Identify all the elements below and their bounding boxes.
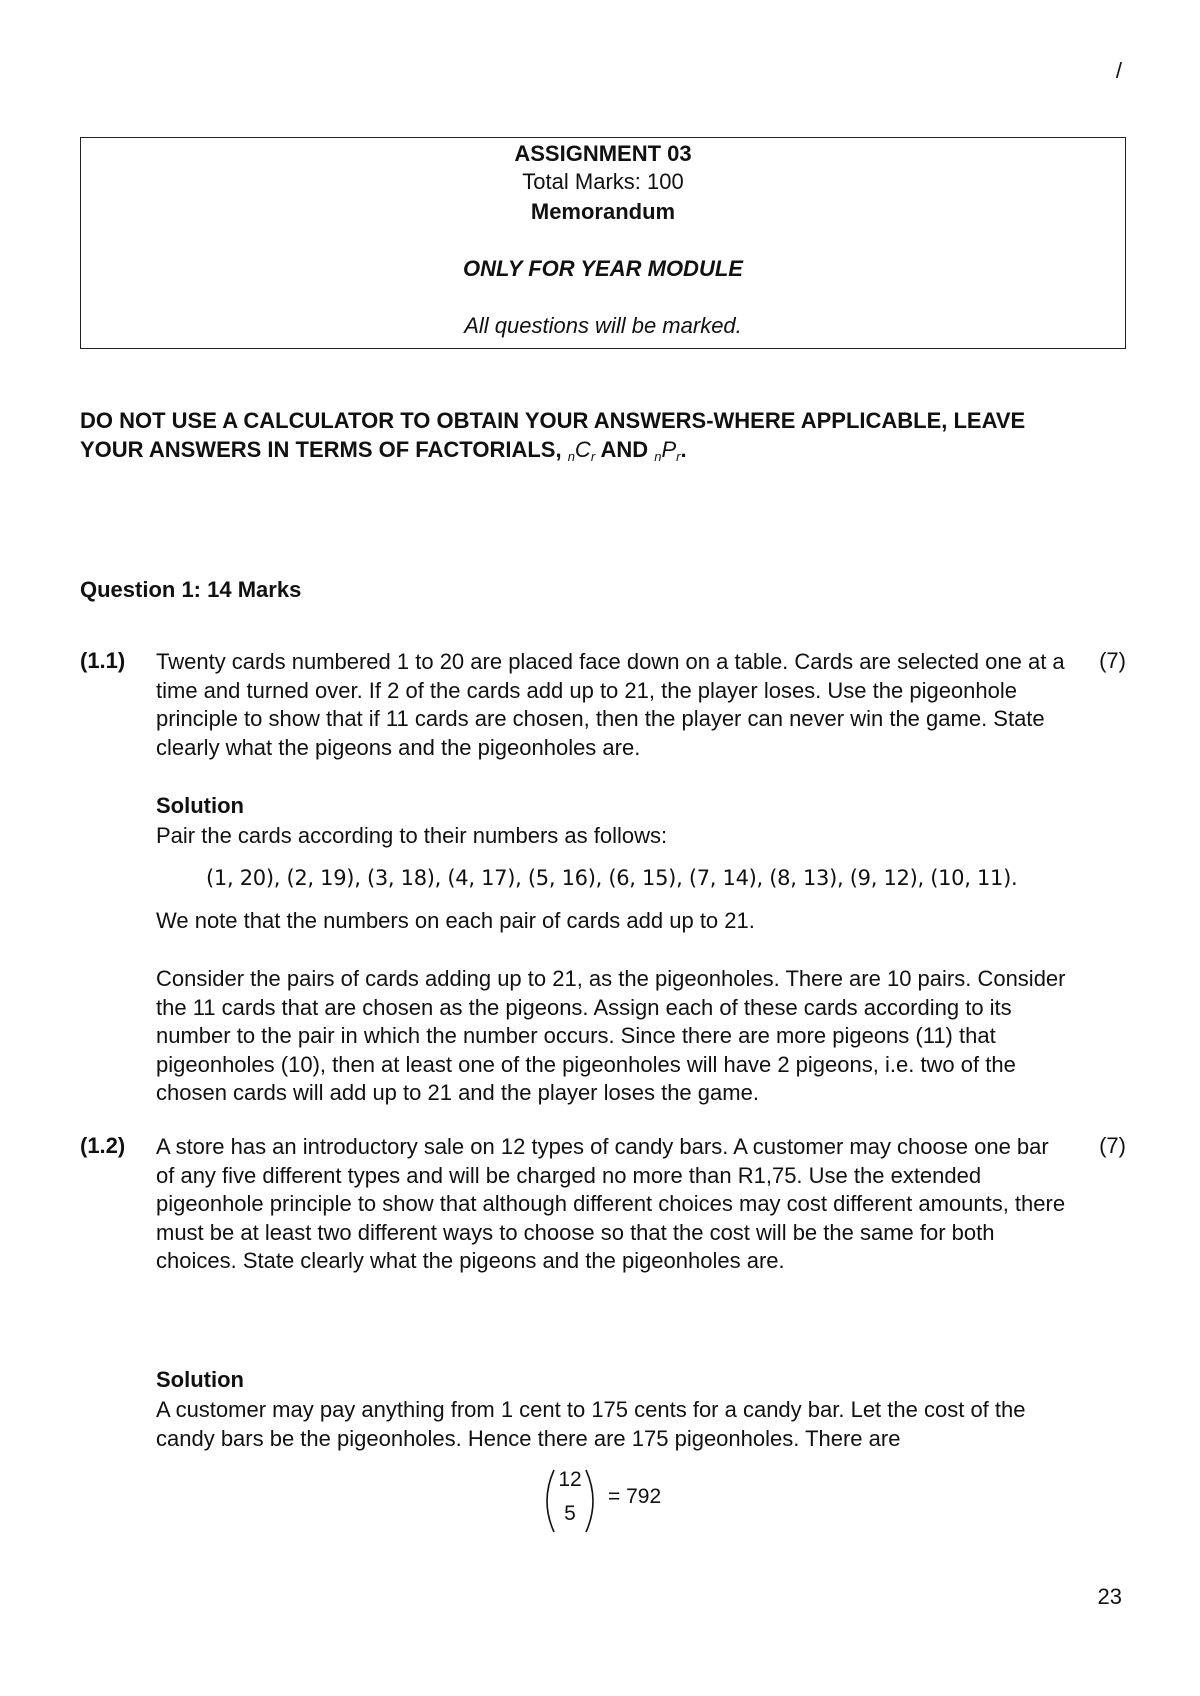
- binomial-result: = 792: [608, 1485, 662, 1508]
- total-marks: Total Marks: 100: [522, 169, 684, 194]
- question-1-1-number: (1.1): [80, 648, 126, 673]
- solution-1-1-intro: Pair the cards according to their numbers as follows:: [156, 823, 668, 848]
- warning-end: .: [680, 437, 687, 462]
- assignment-header-box: [80, 137, 1126, 349]
- binomial-top: 12: [558, 1468, 582, 1491]
- card-pairs-list: (1, 20), (2, 19), (3, 18), (4, 17), (5, 16), (6, 15), (7, 14), (8, 13), (9, 12), (10, 11).: [206, 866, 1018, 890]
- binomial-bottom: 5: [564, 1502, 576, 1525]
- npr-sub-r: r: [676, 449, 681, 464]
- question-1-1-marks: (7): [1099, 648, 1126, 673]
- solution-1-2-heading: Solution: [156, 1367, 244, 1392]
- question-1-2-marks: (7): [1099, 1133, 1126, 1158]
- solution-1-1-note: We note that the numbers on each pair of cards add up to 21.: [156, 908, 755, 933]
- ncr-symbol: C: [574, 437, 591, 462]
- npr-symbol: P: [661, 437, 677, 462]
- solution-1-2-body: A customer may pay anything from 1 cent to 175 cents for a candy bar. Let the cost of the candy bars be the pigeonholes. Hence there are 175 pigeonholes. There are: [156, 1397, 1026, 1451]
- question-1-2-number: (1.2): [80, 1133, 126, 1158]
- memorandum-label: Memorandum: [530, 199, 676, 224]
- page-marker: /: [1115, 58, 1122, 83]
- calculator-warning: [80, 406, 1140, 471]
- ncr-sub-r: r: [590, 449, 596, 464]
- warning-line-2-text: YOUR ANSWERS IN TERMS OF FACTORIALS,: [80, 437, 568, 462]
- solution-1-1-body: Consider the pairs of cards adding up to 21, as the pigeonholes. There are 10 pairs. Consider the 11 cards that are chosen as the pigeons. Assign each of these cards according to its number to the pair in which the number occurs. Since there are more pigeons (11) that pigeonholes (10), then at least one of the pigeonholes will have 2 pigeons, i.e. two of the chosen cards will add up to 21 and the player loses the game.: [156, 966, 1066, 1105]
- warning-line-1: DO NOT USE A CALCULATOR TO OBTAIN YOUR ANSWERS-WHERE APPLICABLE, LEAVE: [80, 408, 1026, 433]
- marking-note: All questions will be marked.: [464, 313, 742, 338]
- npr-sub-n: n: [654, 449, 662, 464]
- question-1-1-text: Twenty cards numbered 1 to 20 are placed face down on a table. Cards are selected one at a time and turned over. If 2 of the cards add up to 21, the player loses. Use the pigeonhole principle to show that if 11 cards are chosen, then the player can never win the game. State clearly what the pigeons and the pigeonholes are.: [156, 649, 1065, 760]
- module-note: ONLY FOR YEAR MODULE: [463, 256, 743, 281]
- warning-line-2: [80, 435, 1140, 471]
- and-text: AND: [595, 437, 655, 462]
- question-1-heading: Question 1: 14 Marks: [80, 577, 302, 602]
- solution-1-1-heading: Solution: [156, 793, 244, 818]
- binomial-coefficient: [540, 1468, 680, 1534]
- question-1-2-text: A store has an introductory sale on 12 types of candy bars. A customer may choose one bar of any five different types and will be charged no more than R1,75. Use the extended pigeonhole principle to show that although different choices may cost different amounts, there must be at least two different ways to choose so that the cost will be the same for both choices. State clearly what the pigeons and the pigeonholes are.: [156, 1134, 1066, 1273]
- page-number: 23: [1097, 1584, 1122, 1609]
- ncr-sub-n: n: [567, 449, 575, 464]
- assignment-title: ASSIGNMENT 03: [514, 141, 692, 166]
